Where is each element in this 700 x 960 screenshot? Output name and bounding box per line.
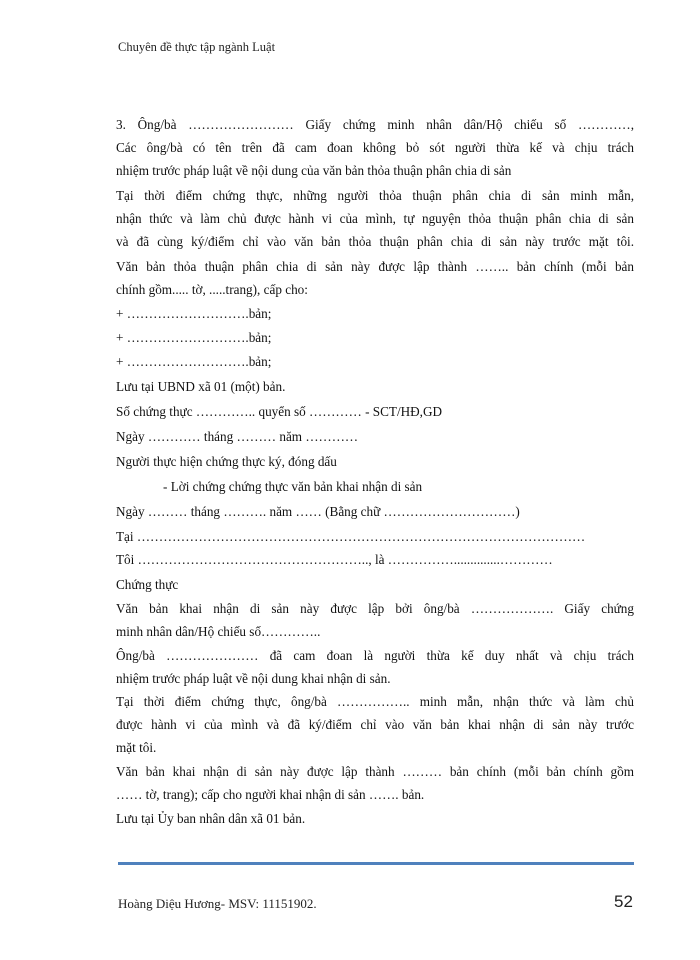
footer-author: Hoàng Diệu Hương- MSV: 11151902. bbox=[118, 896, 317, 911]
text-line: - Lời chứng chứng thực văn bản khai nhận di sản bbox=[163, 479, 423, 494]
text-line: Ông/bà ………………… đã cam đoan là người thừa kế duy nhất và chịu trách bbox=[116, 648, 634, 663]
text-line: Văn bản khai nhận di sản này được lập thành ……… bản chính (mỗi bản chính gồm bbox=[116, 764, 634, 779]
text-line: Lưu tại UBND xã 01 (một) bản. bbox=[116, 379, 286, 394]
text-line: Văn bản thỏa thuận phân chia di sản này được lập thành …….. bản chính (mỗi bản bbox=[116, 259, 634, 274]
text-line: Người thực hiện chứng thực ký, đóng dấu bbox=[116, 454, 337, 469]
text-line: nhiệm trước pháp luật về nội dung của văn bản thỏa thuận phân chia di sản bbox=[116, 163, 512, 178]
text-line: …… tờ, trang); cấp cho người khai nhận di sản ……. bản. bbox=[116, 787, 425, 802]
text-line: và đã cùng ký/điểm chỉ vào văn bản thỏa thuận phân chia di sản này trước mặt tôi. bbox=[116, 234, 634, 249]
text-line: Các ông/bà có tên trên đã cam đoan không bỏ sót người thừa kế và chịu trách bbox=[116, 140, 634, 155]
text-line: Tại ………………………………………………………………………………………… bbox=[116, 529, 586, 544]
footer-divider bbox=[118, 862, 634, 865]
text-line: được hành vi của mình và đã ký/điểm chỉ vào văn bản khai nhận di sản này trước bbox=[116, 717, 634, 732]
page-header: Chuyên đề thực tập ngành Luật bbox=[118, 40, 276, 54]
text-line: nhận thức và làm chủ được hành vi của mình, tự nguyện thỏa thuận phân chia di sản bbox=[116, 211, 634, 226]
text-line: 3. Ông/bà …………………… Giấy chứng minh nhân dân/Hộ chiếu số …………, bbox=[116, 117, 634, 132]
text-line: nhiệm trước pháp luật về nội dung khai nhận di sản. bbox=[116, 671, 391, 686]
text-line: Ngày ……… tháng ………. năm …… (Bằng chữ …………………………) bbox=[116, 504, 520, 519]
text-line: Lưu tại Ủy ban nhân dân xã 01 bản. bbox=[116, 811, 306, 826]
text-line: Tôi …………………………………………….., là ……………..............………… bbox=[116, 552, 553, 567]
text-line: minh nhân dân/Hộ chiếu số………….. bbox=[116, 624, 321, 639]
text-line: + ……………………….bản; bbox=[116, 354, 272, 369]
text-line: Tại thời điểm chứng thực, ông/bà …………….. minh mẫn, nhận thức và làm chủ bbox=[116, 694, 634, 709]
text-line: Văn bản khai nhận di sản này được lập bởi ông/bà ………………. Giấy chứng bbox=[116, 601, 634, 616]
text-line: Số chứng thực ………….. quyển số ………… - SCT/HĐ,GD bbox=[116, 404, 443, 419]
text-line: Chứng thực bbox=[116, 577, 179, 592]
text-line: chính gồm..... tờ, .....trang), cấp cho: bbox=[116, 282, 308, 297]
text-line: + ……………………….bản; bbox=[116, 306, 272, 321]
text-line: Tại thời điểm chứng thực, những người thỏa thuận phân chia di sản minh mẫn, bbox=[116, 188, 634, 203]
text-line: mặt tôi. bbox=[116, 740, 157, 755]
text-line: Ngày ………… tháng ……… năm ………… bbox=[116, 429, 359, 444]
page-number: 52 bbox=[614, 892, 633, 911]
text-line: + ……………………….bản; bbox=[116, 330, 272, 345]
